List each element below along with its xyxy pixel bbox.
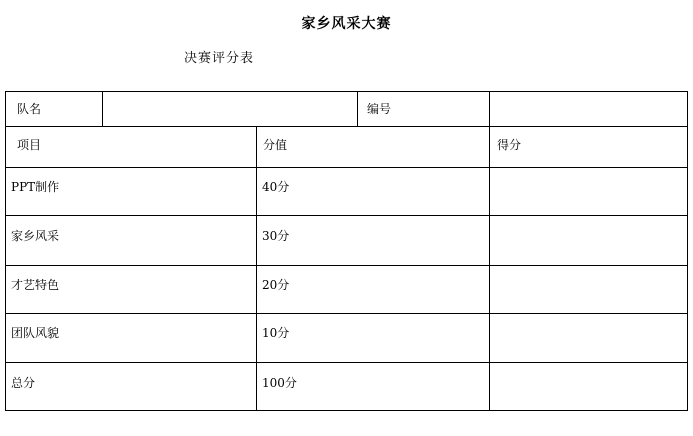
table-rule xyxy=(5,126,688,127)
row-score-field[interactable] xyxy=(490,363,687,410)
column-header-item: 项目 xyxy=(17,138,42,152)
row-points: 40分 xyxy=(262,180,290,194)
column-header-points: 分值 xyxy=(263,138,288,152)
row-points: 10分 xyxy=(262,326,290,340)
row-item: 总分 xyxy=(11,376,36,390)
row-item: 才艺特色 xyxy=(11,278,60,292)
table-rule xyxy=(256,126,257,411)
entry-number-field[interactable] xyxy=(490,92,687,126)
row-points: 100分 xyxy=(262,376,297,390)
entry-number-label: 编号 xyxy=(367,102,392,116)
page-title: 家乡风采大赛 xyxy=(301,16,392,32)
row-score-field[interactable] xyxy=(490,216,687,265)
column-header-score: 得分 xyxy=(497,138,522,152)
team-name-label: 队名 xyxy=(17,102,42,116)
row-score-field[interactable] xyxy=(490,266,687,313)
row-item: 团队风貌 xyxy=(11,326,60,340)
row-item: 家乡风采 xyxy=(11,229,60,243)
row-score-field[interactable] xyxy=(490,168,687,215)
row-score-field[interactable] xyxy=(490,314,687,362)
row-points: 20分 xyxy=(262,278,290,292)
row-points: 30分 xyxy=(262,229,290,243)
table-rule xyxy=(687,91,688,411)
page-subtitle: 决赛评分表 xyxy=(184,51,255,66)
table-rule xyxy=(357,91,358,126)
table-rule xyxy=(5,410,688,411)
team-name-field[interactable] xyxy=(103,92,357,126)
table-rule xyxy=(5,91,6,411)
row-item: PPT制作 xyxy=(11,180,60,194)
